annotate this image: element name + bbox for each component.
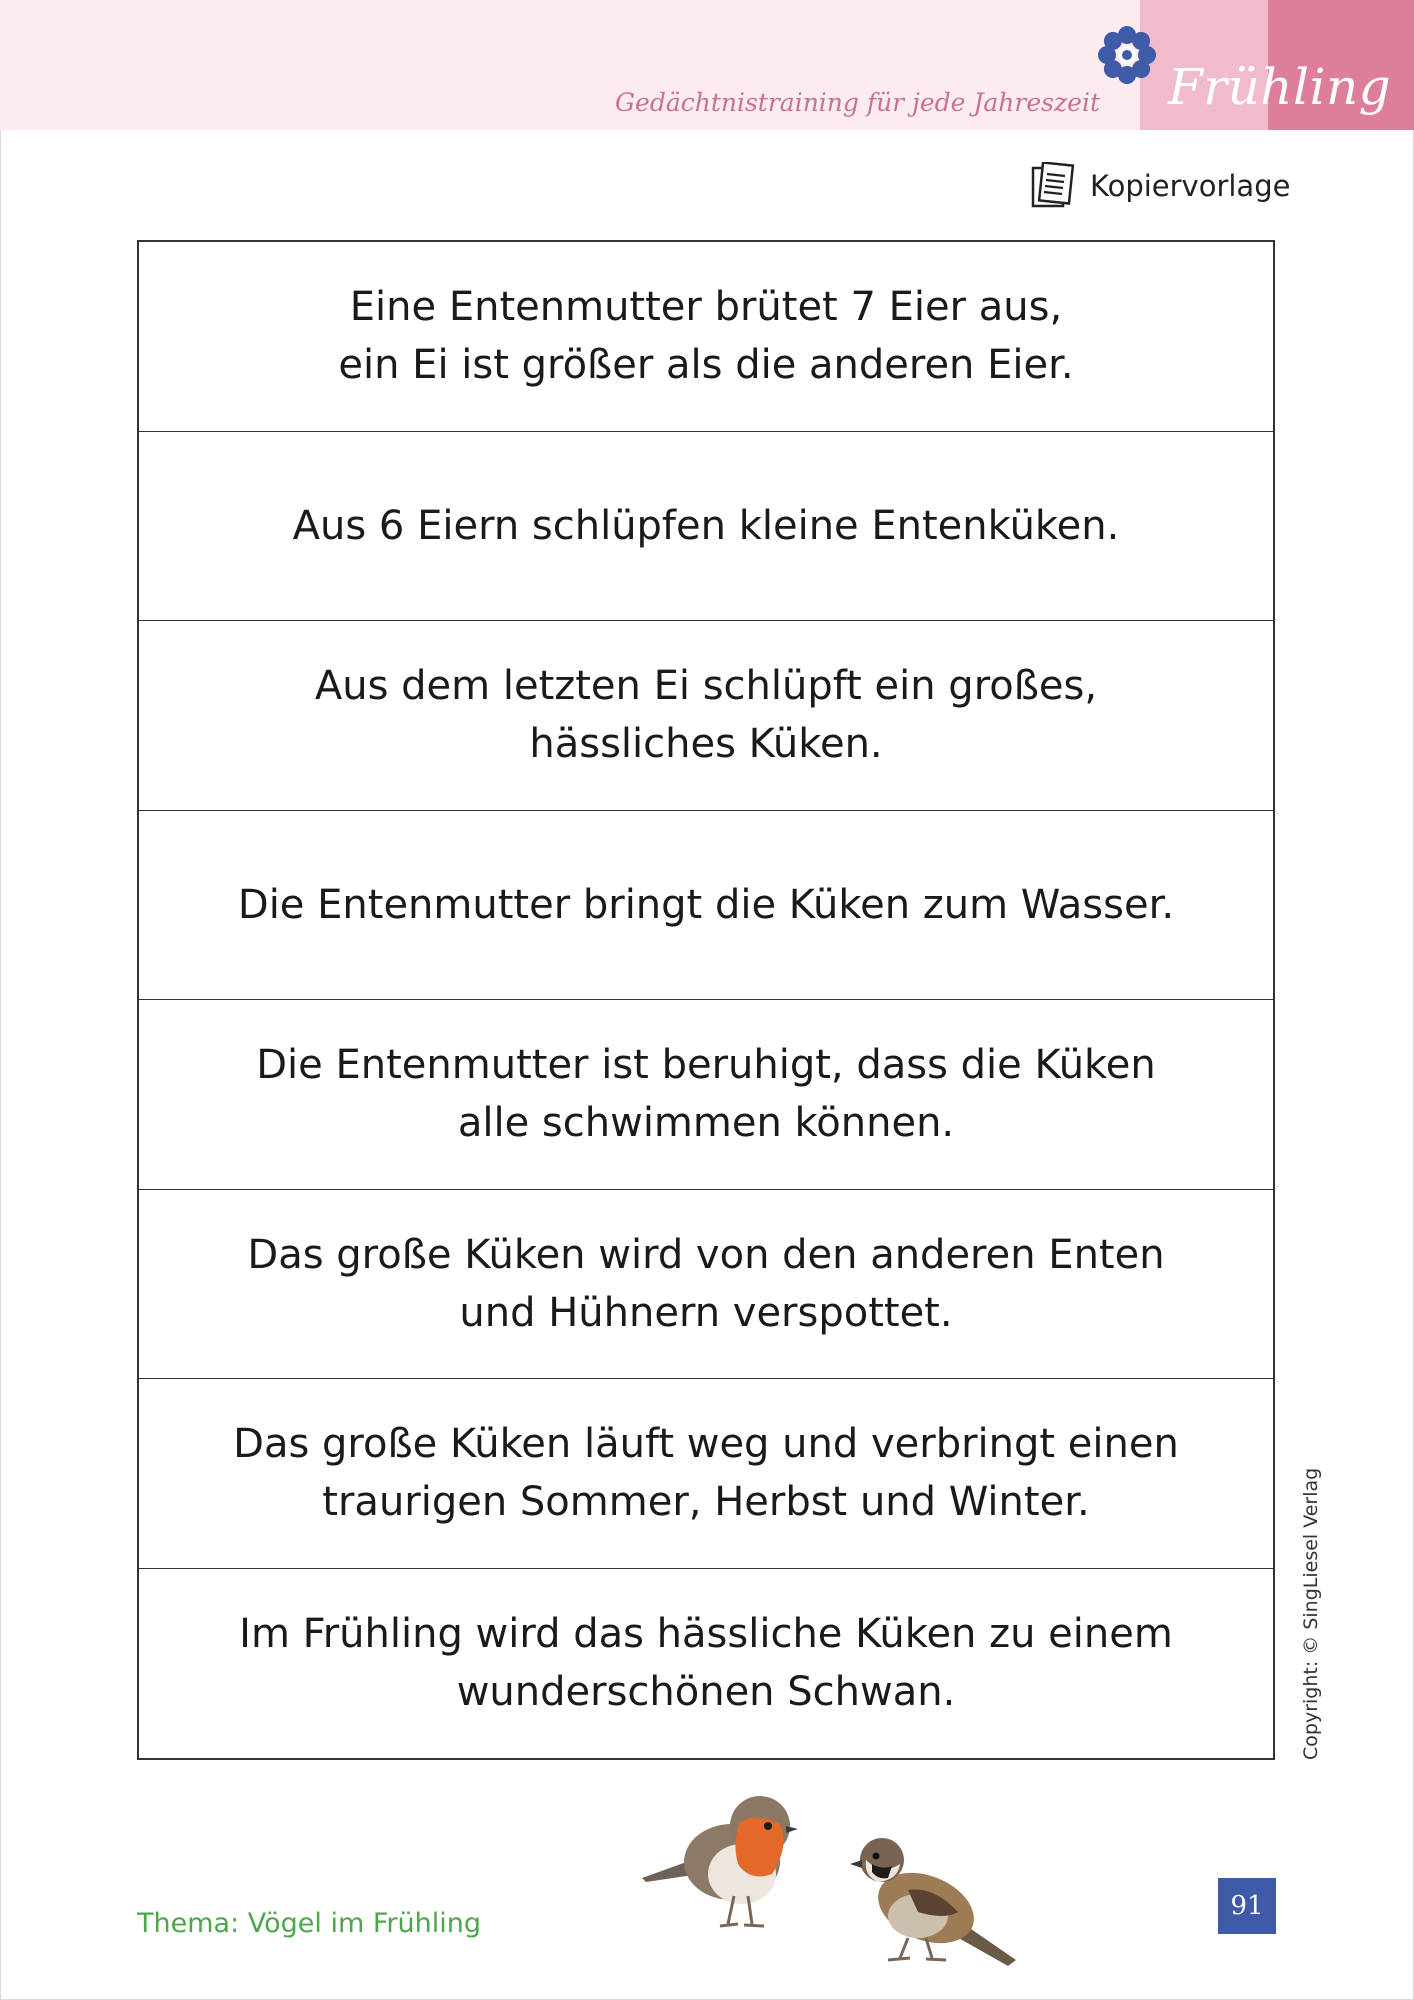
copy-template-label: Kopiervorlage — [1090, 169, 1291, 203]
story-text: Aus dem letzten Ei schlüpft ein großes, hässliches Küken. — [314, 663, 1098, 768]
story-text: Im Frühling wird das hässliche Küken zu einem wunderschönen Schwan. — [239, 1611, 1173, 1716]
page-number: 91 — [1218, 1878, 1276, 1934]
sparrow-image — [848, 1820, 1018, 1970]
story-text: Die Entenmutter bringt die Küken zum Wasser. — [237, 881, 1175, 928]
flower-icon — [1094, 22, 1160, 88]
story-text: Das große Küken läuft weg und verbringt einen traurigen Sommer, Herbst und Winter. — [233, 1421, 1179, 1526]
document-icon — [1030, 162, 1076, 210]
story-text: Das große Küken wird von den anderen Enten und Hühnern verspottet. — [247, 1231, 1165, 1336]
story-row — [139, 1379, 1273, 1569]
story-text: Eine Entenmutter brütet 7 Eier aus, ein Ei ist größer als die anderen Eier. — [338, 284, 1074, 389]
story-row — [139, 1000, 1273, 1190]
season-title: Frühling — [1168, 58, 1392, 116]
copyright-notice: Copyright: © SingLiesel Verlag — [1300, 1467, 1322, 1760]
story-row — [139, 621, 1273, 811]
story-row — [139, 1569, 1273, 1759]
story-text: Aus 6 Eiern schlüpfen kleine Entenküken. — [292, 502, 1120, 549]
copy-template-marker — [1030, 162, 1290, 210]
story-row — [139, 1190, 1273, 1380]
story-table — [137, 240, 1275, 1760]
story-row — [139, 242, 1273, 432]
header-subtitle: Gedächtnistraining für jede Jahreszeit — [615, 88, 1100, 117]
story-row — [139, 432, 1273, 622]
story-text: Die Entenmutter ist beruhigt, dass die Küken alle schwimmen können. — [256, 1042, 1156, 1147]
theme-label: Thema: Vögel im Frühling — [137, 1908, 481, 1939]
robin-image — [640, 1782, 800, 1932]
story-row — [139, 811, 1273, 1001]
